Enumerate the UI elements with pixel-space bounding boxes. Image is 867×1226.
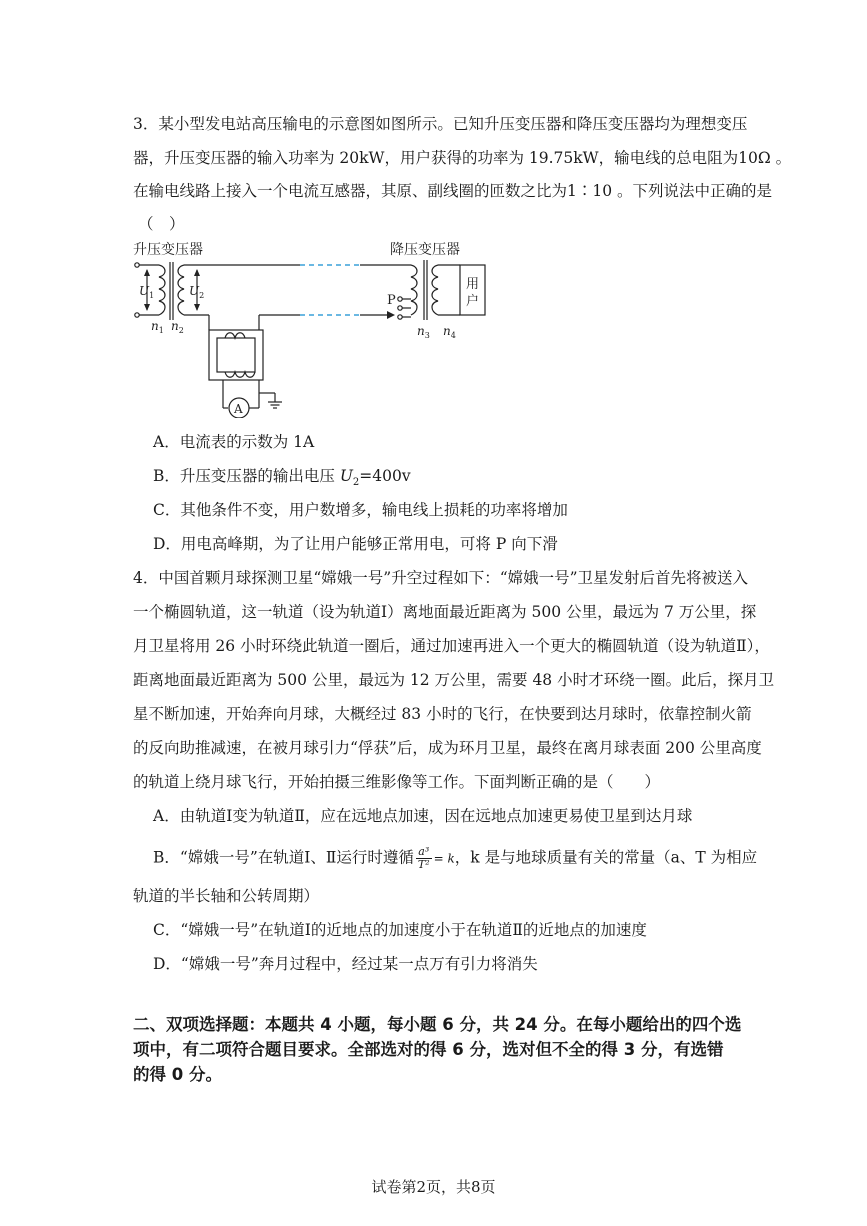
user-label-top: 用: [466, 277, 480, 292]
user-label-bottom: 户: [466, 294, 480, 309]
q4-stem-line-4: 距离地面最近距离为 500 公里，最远为 12 万公里，需要 48 小时才环绕一圈。此后，探月卫: [133, 671, 775, 689]
q3-option-b[interactable]: [153, 466, 411, 493]
n4-label: n: [443, 324, 451, 338]
q3-stem-line-2: 器，升压变压器的输入功率为 20kW，用户获得的功率为 19.75kW，输电线的总电阻为10Ω 。: [133, 149, 792, 167]
q3-option-c[interactable]: C．其他条件不变，用户数增多，输电线上损耗的功率将增加: [153, 501, 568, 519]
q4-option-b-tail: ，k 是与地球质量有关的常量（a、T 为相应: [454, 848, 758, 867]
n1-label: n: [151, 319, 159, 333]
q4-stem-line-6: 的反向助推减速，在被月球引力“俘获”后，成为环月卫星，最终在离月球表面 200 公里高度: [133, 739, 762, 757]
n3-label: n: [417, 324, 425, 338]
step-down-transformer-label: 降压变压器: [390, 242, 460, 258]
section2-heading-line-1: 二、双项选择题：本题共 4 小题，每小题 6 分，共 24 分。在每小题给出的四个选: [133, 1015, 742, 1034]
u2-label: U: [189, 284, 200, 298]
q3-stem-line-3: 在输电线路上接入一个电流互感器，其原、副线圈的匝数之比为1∶10 。下列说法中正确的是: [133, 182, 773, 200]
q4-option-d[interactable]: D．“嫦娥一号”奔月过程中，经过某一点万有引力将消失: [153, 955, 538, 973]
svg-text:U2: [189, 284, 204, 300]
fraction-numerator: a³: [416, 846, 432, 859]
q4-stem-line-2: 一个椭圆轨道，这一轨道（设为轨道Ⅰ）离地面最近距离为 500 公里，最远为 7 万公里，探: [133, 603, 757, 621]
q4-stem-line-1: 4．中国首颗月球探测卫星“嫦娥一号”升空过程如下：“嫦娥一号”卫星发射后首先将被送入: [133, 569, 749, 587]
q4-option-b-line-2: 轨道的半长轴和公转周期）: [133, 887, 320, 905]
q4-option-b-text: B．“嫦娥一号”在轨道Ⅰ、Ⅱ运行时遵循: [153, 848, 414, 867]
q3-option-d[interactable]: D．用电高峰期，为了让用户能够正常用电，可将 P 向下滑: [153, 535, 558, 553]
n4-subscript: 4: [450, 331, 456, 340]
q3-option-b-var: U: [339, 467, 353, 485]
svg-text:U1: [139, 284, 154, 300]
q4-stem-line-7: 的轨道上绕月球飞行，开始拍摄三维影像等工作。下面判断正确的是（ ）: [133, 773, 661, 791]
n3-subscript: 3: [424, 331, 430, 340]
q3-option-b-value: =400v: [359, 467, 411, 485]
q4-option-a[interactable]: A．由轨道Ⅰ变为轨道Ⅱ，应在远地点加速，因在远地点加速更易使卫星到达月球: [153, 807, 693, 825]
n2-subscript: 2: [178, 326, 184, 335]
q4-option-b[interactable]: [153, 846, 757, 871]
transmission-circuit-diagram: [125, 238, 495, 418]
u1-label: U: [139, 284, 150, 298]
q3-option-b-sub: 2: [352, 477, 360, 489]
u1-subscript: 1: [149, 291, 155, 300]
fraction-denominator: T²: [417, 858, 430, 871]
tap-p-label: P: [387, 293, 396, 308]
q3-option-a[interactable]: A．电流表的示数为 1A: [153, 433, 315, 451]
n1-subscript: 1: [158, 326, 164, 335]
q3-option-b-text: B．升压变压器的输出电压: [153, 467, 340, 485]
kepler-fraction: [416, 846, 432, 871]
q4-stem-line-3: 月卫星将用 26 小时环绕此轨道一圈后，通过加速再进入一个更大的椭圆轨道（设为轨道Ⅱ），: [133, 637, 770, 655]
n2-label: n: [171, 319, 179, 333]
ammeter-label: A: [234, 402, 243, 416]
q4-stem-line-5: 星不断加速，开始奔向月球，大概经过 83 小时的飞行，在快要到达月球时，依靠控制火箭: [133, 705, 752, 723]
page-footer: 试卷第2页，共8页: [371, 1178, 496, 1196]
svg-text:n3: [417, 324, 430, 340]
q4-option-c[interactable]: C．“嫦娥一号”在轨道Ⅰ的近地点的加速度小于在轨道Ⅱ的近地点的加速度: [153, 921, 647, 939]
svg-text:n4: [443, 324, 456, 340]
u2-subscript: 2: [199, 291, 205, 300]
section2-heading-line-3: 的得 0 分。: [133, 1065, 222, 1084]
fraction-equals-k: = k: [433, 851, 455, 866]
svg-text:n1: [151, 319, 164, 335]
svg-text:n2: [171, 319, 184, 335]
step-up-transformer-label: 升压变压器: [133, 242, 203, 258]
section2-heading-line-2: 项中，有二项符合题目要求。全部选对的得 6 分，选对但不全的得 3 分，有选错: [133, 1040, 724, 1059]
q3-stem-line-1: 3．某小型发电站高压输电的示意图如图所示。已知升压变压器和降压变压器均为理想变压: [133, 115, 748, 133]
q3-answer-bracket: （ ）: [138, 215, 185, 233]
